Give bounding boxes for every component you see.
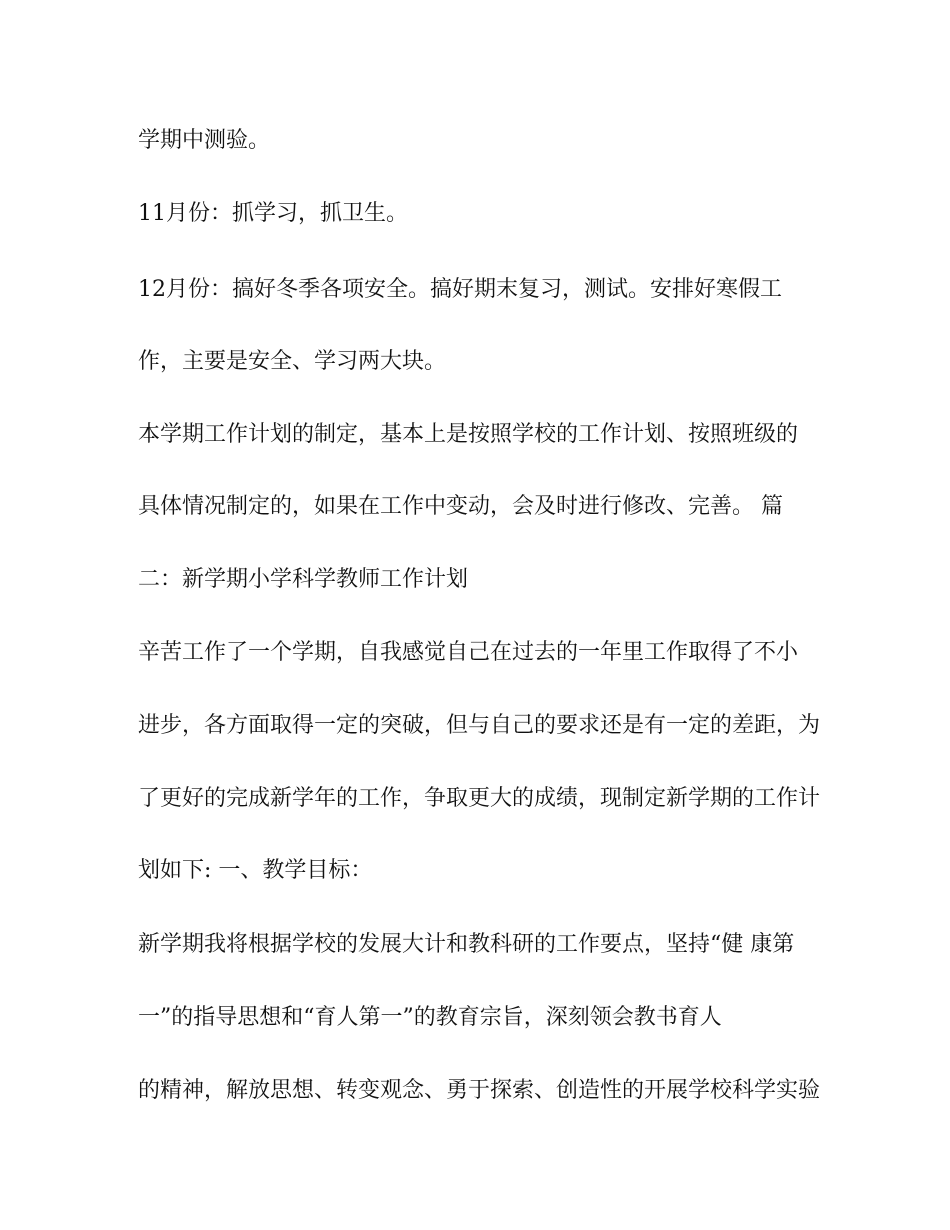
text-line: 11月份：抓学习，抓卫生。	[138, 201, 408, 226]
text-line: 学期中测验。	[138, 128, 271, 153]
text-line: 具体情况制定的，如果在工作中变动，会及时进行修改、完善。 篇	[138, 494, 783, 519]
text-line: 了更好的完成新学年的工作，争取更大的成绩，现制定新学期的工作计	[138, 786, 821, 811]
text-line: 一”的指导思想和“育人第一”的教育宗旨，深刻领会教书育人	[138, 1005, 722, 1030]
text-line: 12月份：搞好冬季各项安全。搞好期末复习，测试。安排好寒假工	[138, 277, 782, 302]
text-line: 划如下: 一、教学目标：	[138, 858, 373, 883]
text-line: 作，主要是安全、学习两大块。	[138, 349, 447, 374]
text-line: 的精神，解放思想、转变观念、勇于探索、创造性的开展学校科学实验	[138, 1078, 821, 1103]
text-line: 进步，各方面取得一定的突破，但与自己的要求还是有一定的差距，为	[138, 713, 821, 738]
text-line: 本学期工作计划的制定，基本上是按照学校的工作计划、按照班级的	[138, 422, 799, 447]
text-line: 新学期我将根据学校的发展大计和教科研的工作要点，坚持“健 康第	[138, 932, 795, 957]
text-line: 辛苦工作了一个学期，自我感觉自己在过去的一年里工作取得了不小	[138, 640, 799, 665]
section-heading: 二：新学期小学科学教师工作计划	[138, 567, 469, 592]
